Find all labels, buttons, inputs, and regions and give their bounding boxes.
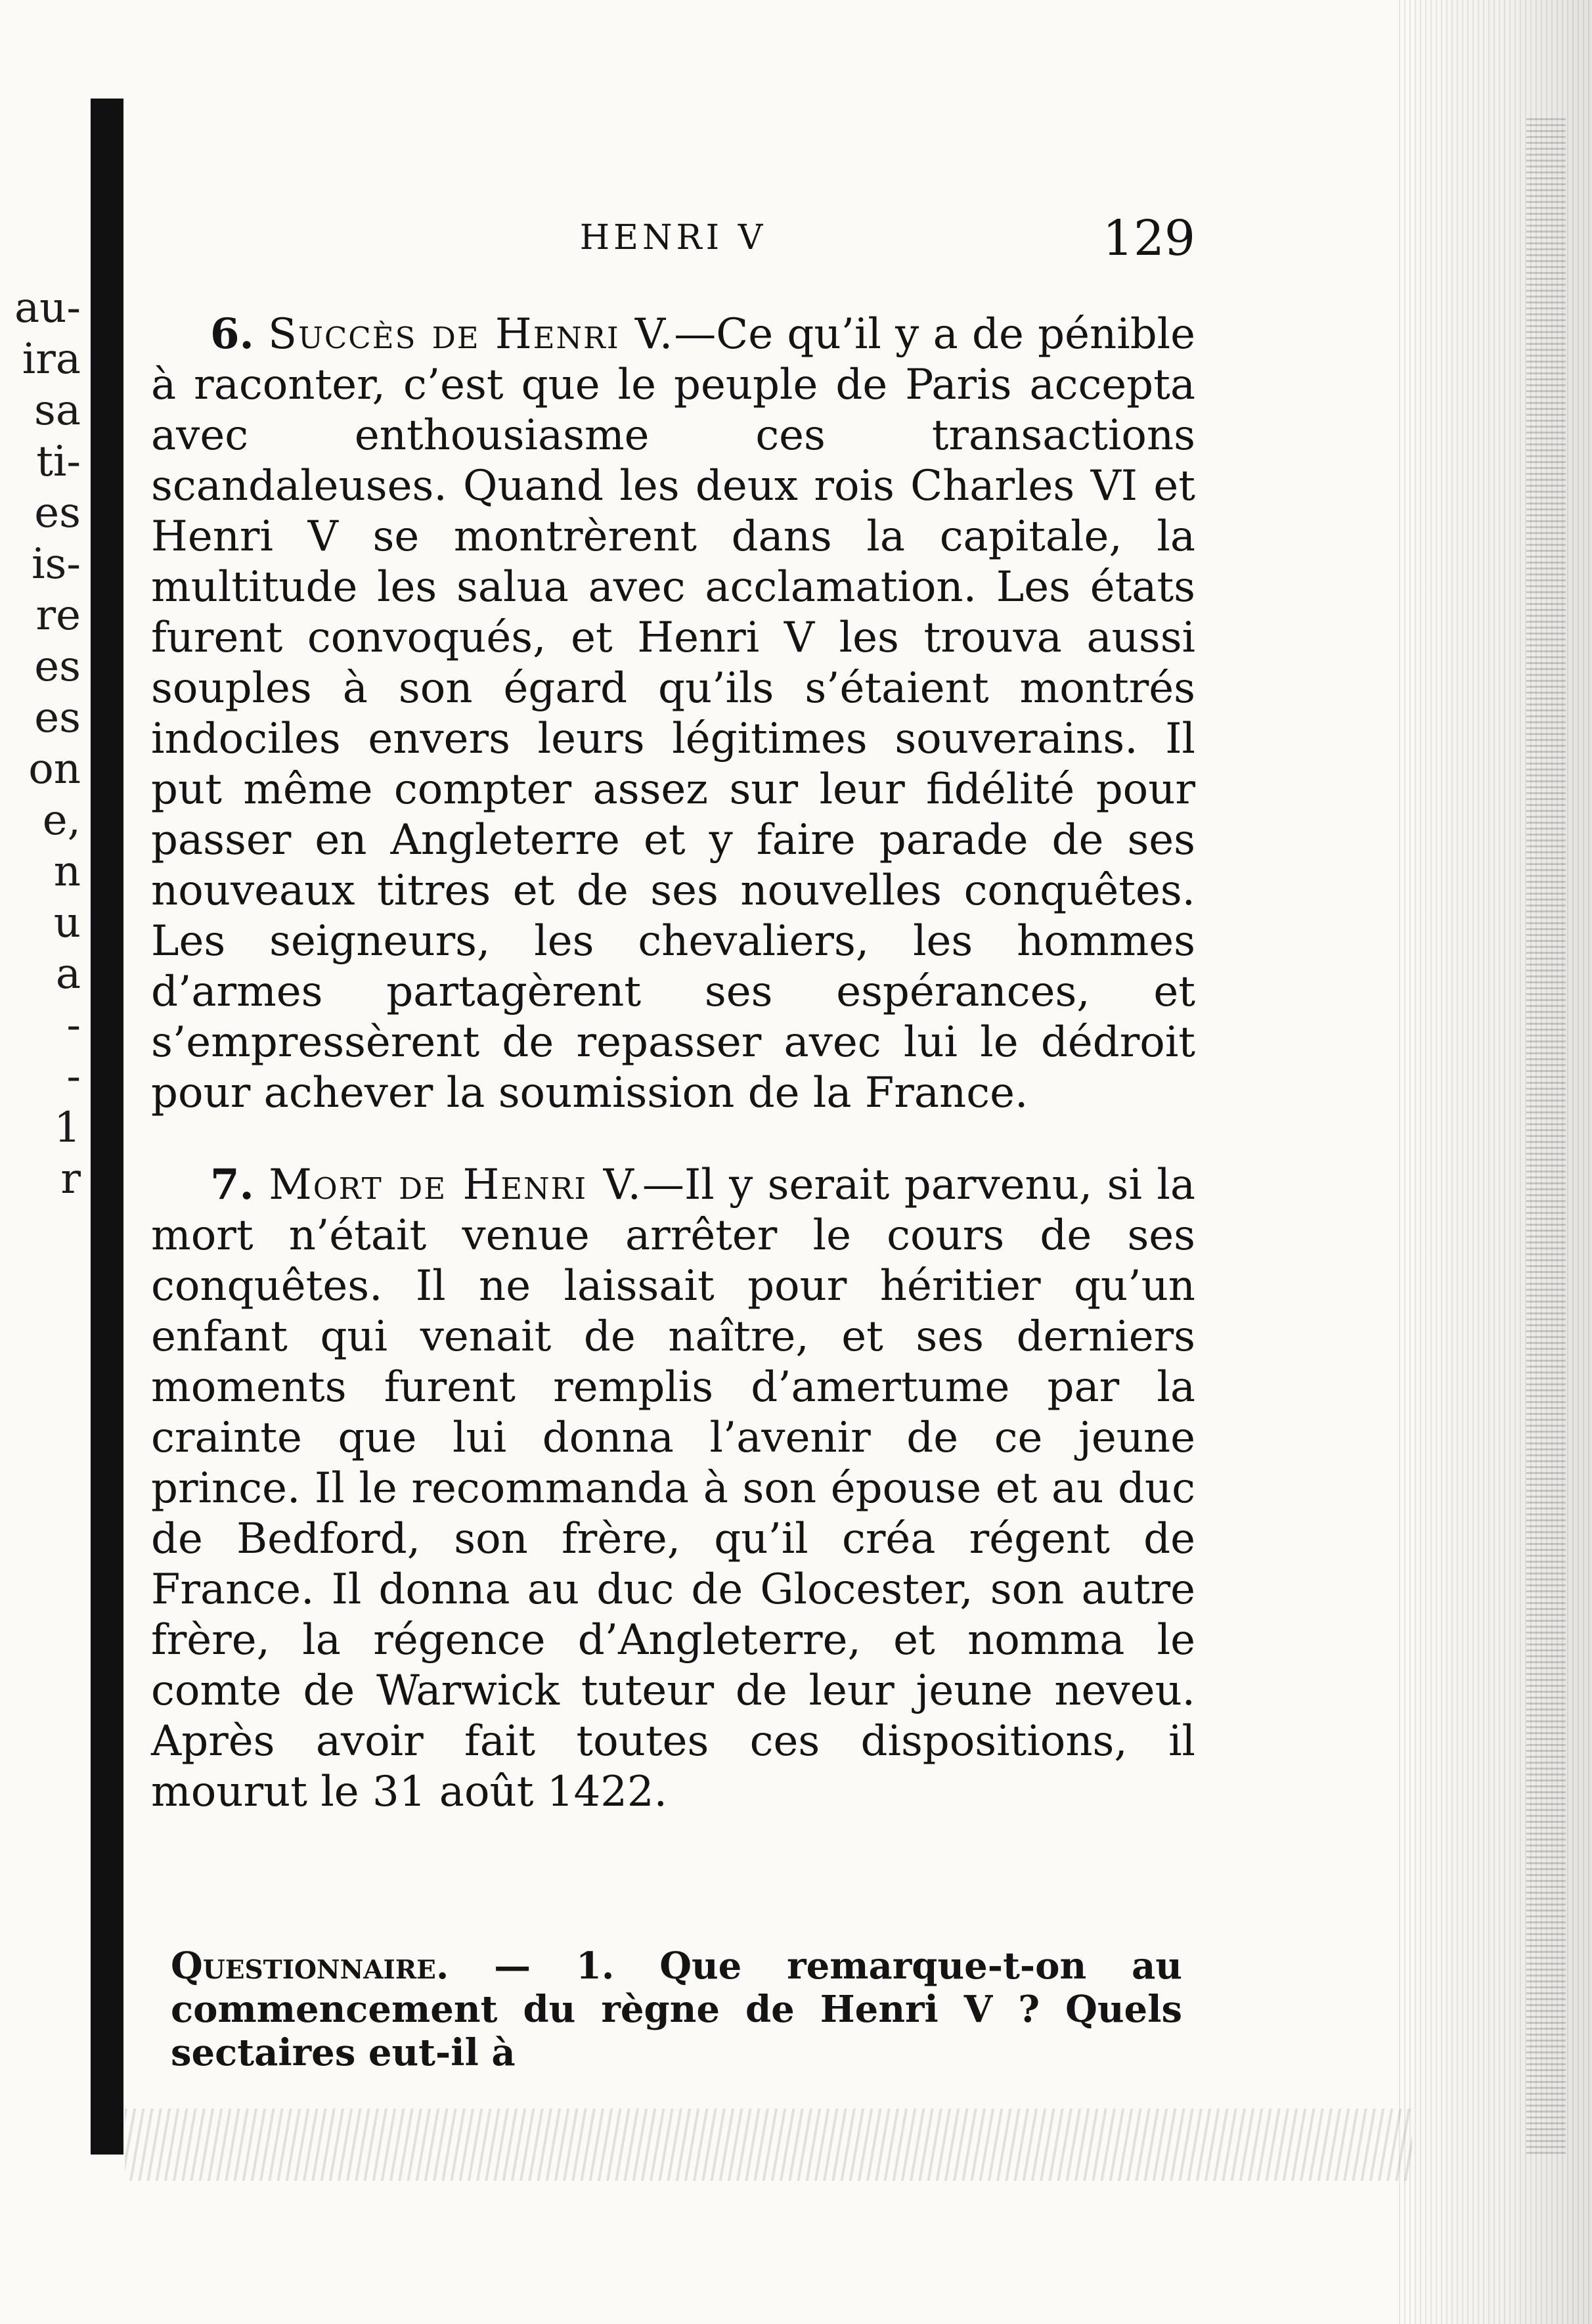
- section-text: —Il y serait parvenu, si la mort n’était venue arrêter le cours de ses conquêtes. Il ne laissait pour héritier qu’un enfant qui venait de naître, et ses derniers moments furent remplis d’amertume par la crainte que lui donna l’avenir de ce jeune prince. Il le recommanda à son épouse et au duc de Bedford, son frère, qu’il créa régent de France. Il donna au duc de Glocester, son autre frère, la régence d’Angleterre, et nomma le comte de Warwick tuteur de leur jeune neveu. Après avoir fait toutes ces dispositions, il mourut le 31 août 1422.: [151, 1161, 1196, 1816]
- fragment-line: sa: [34, 386, 81, 435]
- questionnaire: [171, 1944, 1182, 2074]
- page-body: [151, 309, 1195, 1858]
- questionnaire-label: Questionnaire.: [171, 1944, 449, 1988]
- section-heading: Succès de Henri V.: [268, 310, 674, 359]
- fragment-line: on: [28, 745, 81, 793]
- fragment-line: au-: [14, 284, 81, 332]
- fragment-line: is-: [32, 540, 81, 589]
- scan-streak: [1526, 118, 1566, 2155]
- section-number: 6.: [210, 309, 254, 359]
- section-7-paragraph: [151, 1159, 1195, 1818]
- fragment-line: u: [53, 899, 81, 947]
- fragment-line: r: [60, 1155, 81, 1203]
- fragment-line: n: [53, 847, 81, 896]
- fragment-line: ira: [22, 335, 81, 384]
- binding-edge-shadow: [91, 99, 123, 2155]
- fragment-line: ti-: [36, 437, 81, 486]
- fragment-line: 1: [54, 1104, 81, 1152]
- fragment-line: e,: [42, 796, 81, 845]
- fragment-line: es: [34, 694, 81, 742]
- section-number: 7.: [210, 1160, 254, 1209]
- section-heading: Mort de Henri V.: [269, 1161, 642, 1209]
- fragment-line: es: [34, 489, 81, 537]
- fragment-line: es: [34, 642, 81, 691]
- adjacent-page-fragments: [0, 282, 89, 1205]
- page-number: 129: [1102, 210, 1195, 267]
- section-6-paragraph: [151, 309, 1195, 1119]
- section-text: —Ce qu’il y a de pénible à raconter, c’est que le peuple de Paris accepta avec enthousiasme ces transactions scandaleuses. Quand les deux rois Charles VI et Henri V se montrèrent dans la capitale, la multitude les salua avec acclamation. Les états furent convoqués, et Henri V les trouva aussi souples à son égard qu’ils s’étaient montrés indociles envers leurs légitimes souverains. Il put même compter assez sur leur fidélité pour passer en Angleterre et y faire parade de ses nouveaux titres et de ses nouvelles conquêtes. Les seigneurs, les chevaliers, les hommes d’armes partagèrent ses espérances, et s’empressèrent de repasser avec lui le dédroit pour achever la soumission de la France.: [151, 310, 1196, 1117]
- questionnaire-text: — 1. Que remarque-t-on au commencement du règne de Henri V ? Quels sectaires eut-il à: [171, 1944, 1182, 2074]
- page-edge-scan-noise: [1395, 0, 1592, 2324]
- fragment-line: re: [35, 591, 81, 640]
- page-header: [151, 210, 1195, 269]
- fragment-line: -: [66, 1052, 81, 1101]
- fragment-line: a: [55, 950, 81, 998]
- running-title: HENRI V: [579, 218, 767, 257]
- fragment-line: -: [66, 1001, 81, 1050]
- bottom-scan-noise: [125, 2109, 1412, 2181]
